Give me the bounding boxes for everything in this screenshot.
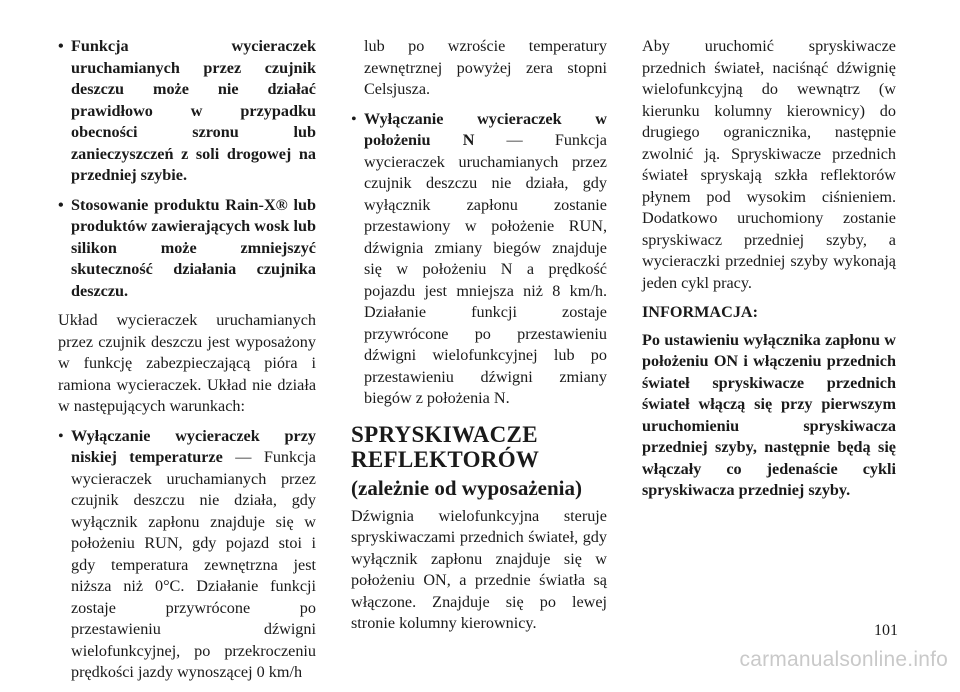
- continuation-text: lub po wzroście temperatury zewnętrznej powyżej zera stopni Celsjusza.: [364, 37, 607, 98]
- column-3: [642, 36, 896, 510]
- bullet-body: — Funkcja wycieraczek uruchamianych przez czujnik deszczu nie działa, gdy wyłącznik zapłonu znajduje się w położeniu RUN, gdy pojazd stoi i gdy temperatura zewnętrzna jest niższa niż 0°C. Działanie funkcji zostaje przywrócone po przestawieniu dźwigni wielofunkcyjnej, po przekroczeniu prędkości jazdy wynoszącej 0 km/h: [71, 448, 316, 681]
- section-title: [351, 422, 607, 472]
- bullet-text: Stosowanie produktu Rain-X® lub produktów zawierających wosk lub silikon może zmniejszyć skuteczność działania czujnika deszczu.: [71, 195, 316, 300]
- bullet-body: — Funkcja wycieraczek uruchamianych przez czujnik deszczu nie działa, gdy wyłącznik zapłonu zostanie przestawiony w położenie RUN, dźwignia zmiany biegów znajduje się w położeniu N a prędkość pojazdu jest mniejsza niż 8 km/h. Działanie funkcji zostaje przywrócone po przestawieniu dźwigni wielofunkcyjnej lub po przestawieniu dźwigni zmiany biegów z położenia N.: [364, 131, 607, 407]
- condition-bullet-list: [58, 426, 316, 684]
- bullet-marker: •: [351, 109, 357, 128]
- operation-paragraph: Aby uruchomić spryskiwacze przednich świateł, naciśnąć dźwignię wielofunkcyjną do wewnątrz (w kierunku kolumny kierownicy) do drugiego ogranicznika, następnie zwolnić ją. Spryskiwacze przednich świateł spryskają szkła reflektorów płynem pod wysokim ciśnieniem. Dodatkowo uruchomiony zostanie spryskiwacz przedniej szyby, a wycieraczki przedniej szyby wykonają jeden cykl pracy.: [642, 37, 896, 292]
- neutral-bullet-list: [351, 109, 607, 410]
- watermark: carmanualsonline.info: [739, 648, 948, 671]
- section-title-line-2: REFLEKTORÓW: [351, 446, 540, 472]
- bullet-lead: Wyłączanie wycieraczek przy niskiej temperaturze: [71, 426, 316, 466]
- warning-bullet-list: [58, 36, 316, 302]
- page-number: 101: [874, 622, 898, 639]
- bullet-rainx-warning: [58, 195, 316, 303]
- bullet-low-temperature: [58, 426, 316, 684]
- bullet-marker: •: [58, 37, 64, 55]
- bullet-text: Funkcja wycieraczek uruchamianych przez czujnik deszczu może nie działać prawidłowo w przypadku obecności szronu lub zanieczyszczeń z soli drogowej na przedniej szybie.: [71, 37, 316, 184]
- info-heading: INFORMACJA:: [642, 303, 758, 321]
- column-1: [58, 36, 316, 692]
- info-text: Po ustawieniu wyłącznika zapłonu w położeniu ON i włączeniu przednich świateł spryskiwacze przednich świateł włączą się przy pierwszym uruchomieniu spryskiwacza przedniej szyby, następnie będą się włączały co jedenaście cykli spryskiwacza przedniej szyby.: [642, 330, 896, 499]
- bullet-neutral-position: [351, 109, 607, 410]
- column-2: [351, 36, 607, 643]
- bullet-marker: •: [58, 426, 64, 445]
- protection-paragraph: Układ wycieraczek uruchamianych przez czujnik deszczu jest wyposażony w funkcję zabezpieczającą pióra i ramiona wycieraczek. Układ nie działa w następujących warunkach:: [58, 311, 316, 415]
- section-title-line-1: SPRYSKIWACZE: [351, 421, 538, 447]
- section-subtitle: (zależnie od wyposażenia): [351, 475, 582, 500]
- bullet-frost-warning: [58, 36, 316, 187]
- section-paragraph: Dźwignia wielofunkcyjna steruje spryskiwaczami przednich świateł, gdy wyłącznik zapłonu znajduje się w położeniu ON, a przednie światła są włączone. Znajduje się po lewej stronie kolumny kierownicy.: [351, 506, 607, 632]
- bullet-lead: Wyłączanie wycieraczek w położeniu N: [364, 109, 607, 149]
- bullet-marker: •: [58, 195, 64, 214]
